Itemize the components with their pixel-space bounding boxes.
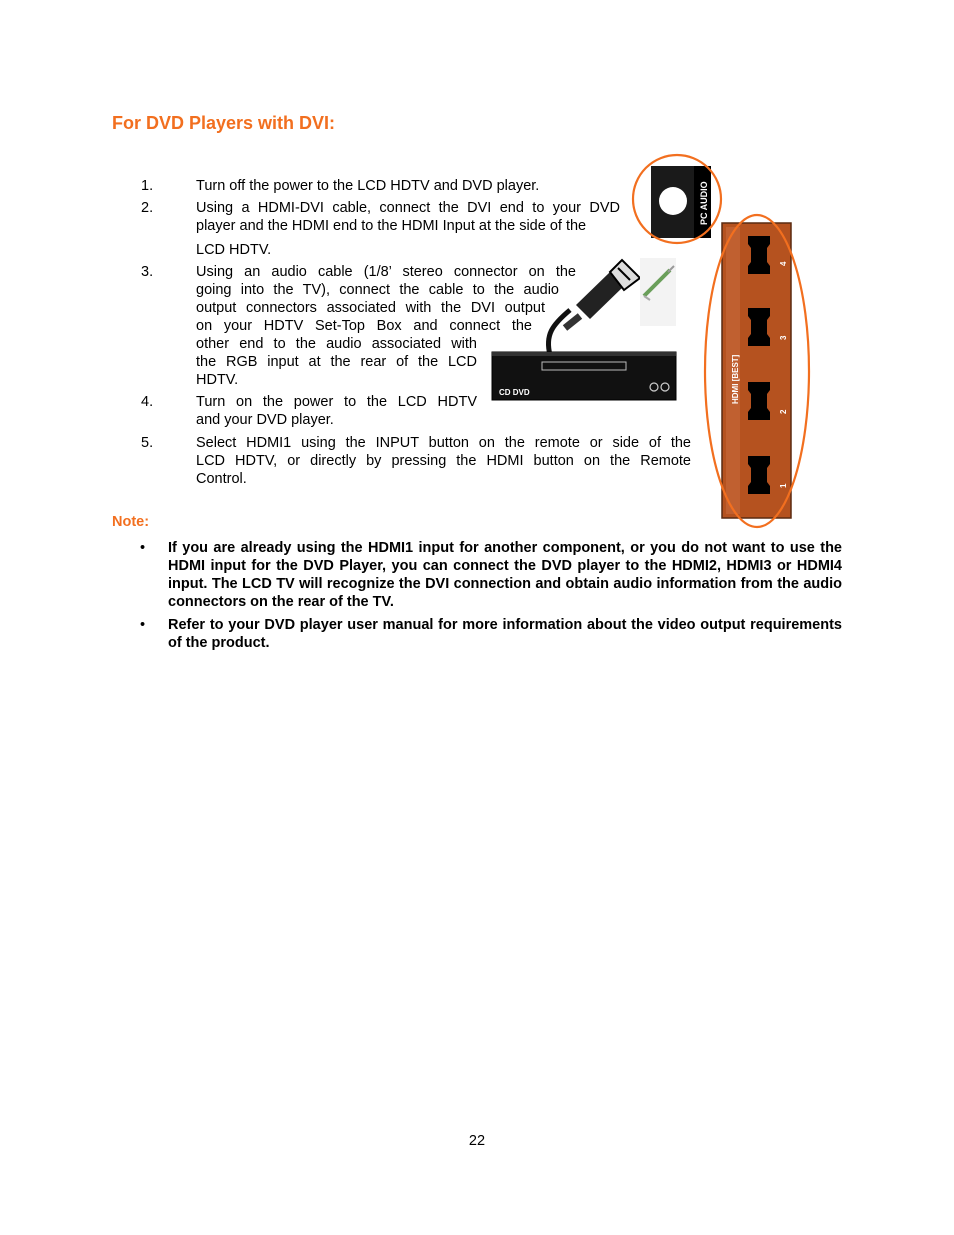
pc-audio-label: PC AUDIO <box>699 181 709 225</box>
step-line: Using an audio cable (1/8’ stereo connector on the <box>196 264 576 280</box>
step-number: 5. <box>141 435 154 451</box>
step-number: 1. <box>141 178 154 194</box>
hdmi-panel-label: HDMI [BEST] <box>731 354 740 404</box>
pc-audio-jack-icon <box>633 155 721 243</box>
step-line: on your HDTV Set-Top Box and connect the <box>196 318 532 334</box>
note-bullet: If you are already using the HDMI1 input for another component, or you do not want to use the HDMI input for the DVD Player, you can connect the DVD player to the HDMI2, HDMI3 or HDMI4 input. The LCD TV will recognize the DVI connection and obtain audio information from the audio connectors on the rear of the TV. <box>168 540 842 610</box>
note-label: Note: <box>112 514 150 530</box>
step-line: HDTV. <box>196 372 239 388</box>
step-line: Using a HDMI-DVI cable, connect the DVI end to your DVD <box>196 200 620 216</box>
hdmi-port-number: 1 <box>779 483 788 488</box>
step-line: LCD HDTV. <box>196 242 272 258</box>
step-line: LCD HDTV, or directly by pressing the HDMI button on the Remote <box>196 453 691 469</box>
hdmi-port-number: 3 <box>779 335 788 340</box>
section-heading: For DVD Players with DVI: <box>112 113 336 133</box>
bullet-icon: • <box>140 540 146 556</box>
hdmi-cable-icon <box>548 260 640 355</box>
hdmi-port-number: 4 <box>779 261 788 266</box>
step-line: other end to the audio associated with <box>196 336 477 352</box>
step-line: Select HDMI1 using the INPUT button on the remote or side of the <box>196 435 691 451</box>
step-line: Turn off the power to the LCD HDTV and DVD player. <box>196 178 540 194</box>
step-line: player and the HDMI end to the HDMI Input at the side of the <box>196 218 587 234</box>
step-line: output connectors associated with the DVI output <box>196 300 545 316</box>
step-line: Control. <box>196 471 247 487</box>
step-number: 3. <box>141 264 154 280</box>
hdmi-port-number: 2 <box>779 409 788 414</box>
audio-plug-icon <box>640 258 676 326</box>
bullet-icon: • <box>140 617 146 633</box>
step-line: going into the TV), connect the cable to the audio <box>196 282 559 298</box>
step-number: 4. <box>141 394 154 410</box>
step-line: the RGB input at the rear of the LCD <box>196 354 477 370</box>
dvd-label: CD DVD <box>499 388 530 397</box>
step-number: 2. <box>141 200 154 216</box>
step-line: Turn on the power to the LCD HDTV <box>196 394 477 410</box>
note-bullet: Refer to your DVD player user manual for more information about the video output requirements of the product. <box>168 617 842 651</box>
step-line: and your DVD player. <box>196 412 334 428</box>
page-number: 22 <box>468 1133 486 1149</box>
hdmi-side-panel-icon <box>705 215 809 527</box>
dvd-player-icon <box>492 352 676 400</box>
